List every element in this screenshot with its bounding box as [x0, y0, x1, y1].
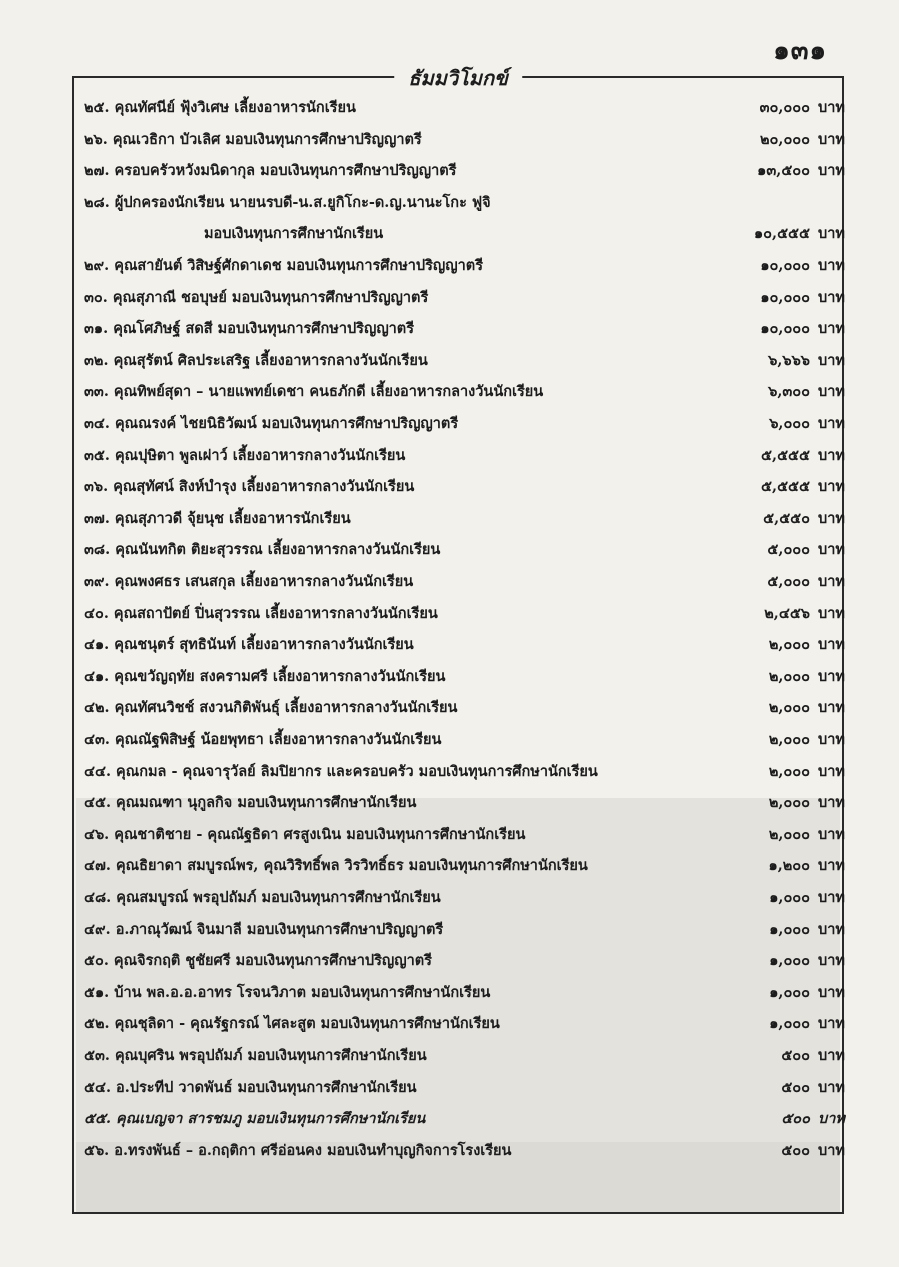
list-item	[84, 602, 845, 625]
entry-amount: ๖,๓๐๐	[768, 383, 810, 401]
entry-text: ๔๐. คุณสถาปัตย์ ปิ่นสุวรรณ เลี้ยงอาหารกลางวันนักเรียน	[84, 604, 438, 622]
entry-text: ๓๘. คุณนันทกิต ติยะสุวรรณ เลี้ยงอาหารกลางวันนักเรียน	[84, 541, 441, 559]
entry-text: ๕๐. คุณจิรกฤติ ชูชัยศรี มอบเงินทุนการศึกษาปริญญาตรี	[84, 952, 432, 970]
entry-amount: ๒,๐๐๐	[768, 699, 810, 717]
list-item	[84, 1012, 845, 1035]
list-item	[84, 665, 845, 688]
entry-unit: บาท	[818, 541, 845, 559]
entry-unit: บาท	[818, 794, 845, 812]
entry-unit: บาท	[818, 383, 845, 401]
entry-unit: บาท	[818, 920, 845, 938]
entry-text: ๔๓. คุณณัฐพิสิษฐ์ น้อยพุทธา เลี้ยงอาหารกลางวันนักเรียน	[84, 731, 442, 748]
entry-text: ๔๘. คุณสมบูรณ์ พรอุปถัมภ์ มอบเงินทุนการศึกษานักเรียน	[84, 889, 441, 906]
entry-amount: ๑๐,๐๐๐	[760, 257, 810, 274]
list-item	[84, 760, 845, 783]
list-item	[84, 1044, 845, 1067]
entry-amount: ๑๓,๕๐๐	[757, 162, 810, 180]
entry-unit: บาท	[818, 1110, 845, 1128]
entry-amount: ๕๐๐	[781, 1047, 810, 1064]
entry-amount: ๕,๕๕๕	[761, 446, 810, 464]
entry-text: ๒๘. ผู้ปกครองนักเรียน นายนรบดี-น.ส.ยูกิโกะ-ด.ญ.นานะโกะ ฟูจิ	[84, 193, 491, 211]
page-number: ๑๓๑	[773, 36, 827, 66]
entry-text: ๔๑. คุณชนุตร์ สุทธินันท์ เลี้ยงอาหารกลางวันนักเรียน	[84, 636, 414, 654]
entry-amount: ๖,๖๖๖	[768, 351, 810, 369]
entry-amount: ๖,๐๐๐	[769, 415, 810, 432]
entry-unit: บาท	[818, 1141, 845, 1159]
entry-text: ๓๕. คุณปุษิตา พูลเผ่าว์ เลี้ยงอาหารกลางวันนักเรียน	[84, 446, 406, 464]
list-item	[84, 791, 845, 814]
list-item	[84, 412, 845, 435]
entry-amount: ๒๐,๐๐๐	[759, 130, 810, 148]
list-item	[84, 1076, 845, 1099]
entry-unit: บาท	[818, 257, 845, 274]
list-item	[84, 159, 845, 182]
list-item	[84, 96, 845, 119]
entry-unit: บาท	[818, 351, 845, 369]
entry-amount: ๓๐,๐๐๐	[759, 99, 810, 116]
entry-amount: ๒,๐๐๐	[768, 731, 810, 748]
entry-amount: ๕๐๐	[781, 1078, 810, 1096]
entry-unit: บาท	[818, 636, 845, 654]
entry-text: ๕๒. คุณชุลิดา - คุณรัฐกรณ์ ไศละสูต มอบเงินทุนการศึกษานักเรียน	[84, 1015, 500, 1033]
list-item	[84, 633, 845, 656]
entry-unit: บาท	[818, 889, 845, 906]
entry-text: ๕๖. อ.ทรงพันธ์ – อ.กฤติกา ศรีอ่อนคง มอบเงินทำบุญกิจการโรงเรียน	[84, 1141, 512, 1159]
list-item	[84, 728, 845, 751]
list-item	[84, 1107, 845, 1130]
list-item	[84, 475, 845, 498]
list-item	[84, 538, 845, 561]
entry-amount: ๕,๕๕๐	[763, 509, 810, 527]
entry-text: ๕๓. คุณบุศริน พรอุปถัมภ์ มอบเงินทุนการศึกษานักเรียน	[84, 1047, 427, 1064]
entry-unit: บาท	[818, 415, 845, 432]
list-item	[84, 886, 845, 909]
entry-text: ๕๔. อ.ประทีป วาดพันธ์ มอบเงินทุนการศึกษานักเรียน	[84, 1078, 417, 1096]
entry-text: ๓๒. คุณสุรัตน์ ศิลประเสริฐ เลี้ยงอาหารกลางวันนักเรียน	[84, 351, 428, 369]
entry-amount: ๒,๐๐๐	[768, 667, 810, 685]
entry-text: ๓๙. คุณพงศธร เสนสกุล เลี้ยงอาหารกลางวันนักเรียน	[84, 573, 414, 590]
entry-amount: ๑,๐๐๐	[769, 1015, 810, 1033]
entry-amount: ๒,๐๐๐	[768, 825, 810, 843]
entry-unit: บาท	[818, 288, 845, 306]
entry-amount: ๕,๕๕๕	[761, 478, 810, 496]
entry-amount: ๑,๐๐๐	[769, 952, 810, 970]
entry-text: ๔๔. คุณกมล - คุณจารุวัลย์ ลิมปิยากร และครอบครัว มอบเงินทุนการศึกษานักเรียน	[84, 762, 598, 780]
list-item	[84, 823, 845, 846]
entry-unit: บาท	[818, 604, 845, 622]
entry-unit: บาท	[818, 857, 845, 875]
entry-text: ๓๗. คุณสุภาวดี จุ้ยนุช เลี้ยงอาหารนักเรียน	[84, 509, 351, 527]
entry-amount: ๕๐๐	[781, 1110, 810, 1128]
entry-text: ๔๑. คุณขวัญฤทัย สงครามศรี เลี้ยงอาหารกลางวันนักเรียน	[84, 667, 446, 685]
entry-unit: บาท	[818, 825, 845, 843]
entry-amount: ๒,๐๐๐	[768, 636, 810, 654]
entry-text: ๔๖. คุณชาติชาย - คุณณัฐธิดา ศรสูงเนิน มอบเงินทุนการศึกษานักเรียน	[84, 825, 526, 843]
entry-amount: ๒,๐๐๐	[768, 794, 810, 812]
entry-text: ๓๔. คุณณรงค์ ไชยนิธิวัฒน์ มอบเงินทุนการศึกษาปริญญาตรี	[84, 415, 459, 432]
list-item	[84, 254, 845, 277]
entry-amount: ๑๐,๐๐๐	[760, 320, 810, 338]
list-item	[84, 507, 845, 530]
list-item	[84, 222, 845, 245]
entry-unit: บาท	[818, 1047, 845, 1064]
entry-text: ๒๖. คุณเวธิกา บัวเลิศ มอบเงินทุนการศึกษาปริญญาตรี	[84, 130, 422, 148]
entry-amount: ๕๐๐	[781, 1141, 810, 1159]
list-item	[84, 349, 845, 372]
entry-unit: บาท	[818, 225, 845, 243]
list-item	[84, 696, 845, 719]
entry-unit: บาท	[818, 99, 845, 116]
entry-text: ๓๓. คุณทิพย์สุดา – นายแพทย์เดชา คนธภักดี เลี้ยงอาหารกลางวันนักเรียน	[84, 383, 544, 401]
entry-unit: บาท	[818, 983, 845, 1001]
entry-text: ๓๑. คุณโศภิษฐ์ สดสี มอบเงินทุนการศึกษาปริญญาตรี	[84, 320, 415, 338]
entry-amount: ๕,๐๐๐	[767, 541, 810, 559]
list-item	[84, 444, 845, 467]
entry-text: ๕๑. บ้าน พล.อ.อ.อาทร โรจนวิภาต มอบเงินทุนการศึกษานักเรียน	[84, 983, 491, 1001]
list-item	[84, 380, 845, 403]
entry-text: มอบเงินทุนการศึกษานักเรียน	[204, 225, 384, 243]
entry-unit: บาท	[818, 699, 845, 717]
list-item	[84, 981, 845, 1004]
entry-unit: บาท	[818, 162, 845, 180]
entry-unit: บาท	[818, 130, 845, 148]
entry-text: ๒๗. ครอบครัวหวังมนิดากุล มอบเงินทุนการศึกษาปริญญาตรี	[84, 162, 457, 180]
list-item	[84, 286, 845, 309]
entry-text: ๔๙. อ.ภาณุวัฒน์ จินมาลี มอบเงินทุนการศึกษาปริญญาตรี	[84, 920, 444, 938]
entry-amount: ๑,๐๐๐	[769, 983, 810, 1001]
entry-unit: บาท	[818, 320, 845, 338]
entry-text: ๓๐. คุณสุภาณี ชอบุษย์ มอบเงินทุนการศึกษาปริญญาตรี	[84, 288, 429, 306]
entry-unit: บาท	[818, 952, 845, 970]
section-title: ธัมมวิโมกข์	[394, 62, 522, 94]
entry-text: ๕๕. คุณเบญจา สารชมภู มอบเงินทุนการศึกษานักเรียน	[84, 1110, 426, 1128]
list-item	[84, 1139, 845, 1162]
list-item	[84, 191, 830, 214]
entry-text: ๔๕. คุณมณฑา นุกูลกิจ มอบเงินทุนการศึกษานักเรียน	[84, 794, 417, 812]
list-item	[84, 949, 845, 972]
entry-unit: บาท	[818, 573, 845, 590]
entry-unit: บาท	[818, 667, 845, 685]
entry-text: ๒๙. คุณสายันต์ วิสิษฐ์ศักดาเดช มอบเงินทุนการศึกษาปริญญาตรี	[84, 257, 483, 274]
entry-amount: ๕,๐๐๐	[767, 573, 810, 590]
entry-unit: บาท	[818, 731, 845, 748]
entry-amount: ๒,๔๕๖	[764, 604, 810, 622]
entry-amount: ๒,๐๐๐	[768, 762, 810, 780]
list-item	[84, 128, 845, 151]
entry-amount: ๑,๐๐๐	[769, 889, 810, 906]
entry-text: ๓๖. คุณสุทัศน์ สิงห์บำรุง เลี้ยงอาหารกลางวันนักเรียน	[84, 478, 415, 496]
entry-amount: ๑,๒๐๐	[768, 857, 810, 875]
entry-unit: บาท	[818, 762, 845, 780]
entry-unit: บาท	[818, 446, 845, 464]
entry-text: ๔๒. คุณทัศนวิชช์ สงวนกิติพันธุ์ เลี้ยงอาหารกลางวันนักเรียน	[84, 699, 458, 717]
entry-amount: ๑๐,๕๕๕	[753, 225, 810, 243]
entry-unit: บาท	[818, 1015, 845, 1033]
list-item	[84, 570, 845, 593]
list-item	[84, 854, 845, 877]
list-item	[84, 317, 845, 340]
list-item	[84, 918, 845, 941]
entry-unit: บาท	[818, 1078, 845, 1096]
entry-text: ๒๕. คุณทัศนีย์ ฟุ้งวิเศษ เลี้ยงอาหารนักเรียน	[84, 99, 356, 116]
entry-amount: ๑๐,๐๐๐	[760, 288, 810, 306]
entry-unit: บาท	[818, 478, 845, 496]
entry-unit: บาท	[818, 509, 845, 527]
entry-text: ๔๗. คุณธิยาดา สมบูรณ์พร, คุณวิริทธิ์พล วิรวิทธิ์ธร มอบเงินทุนการศึกษานักเรียน	[84, 857, 588, 875]
entry-amount: ๑,๐๐๐	[769, 920, 810, 938]
donor-list-frame	[72, 66, 845, 1214]
